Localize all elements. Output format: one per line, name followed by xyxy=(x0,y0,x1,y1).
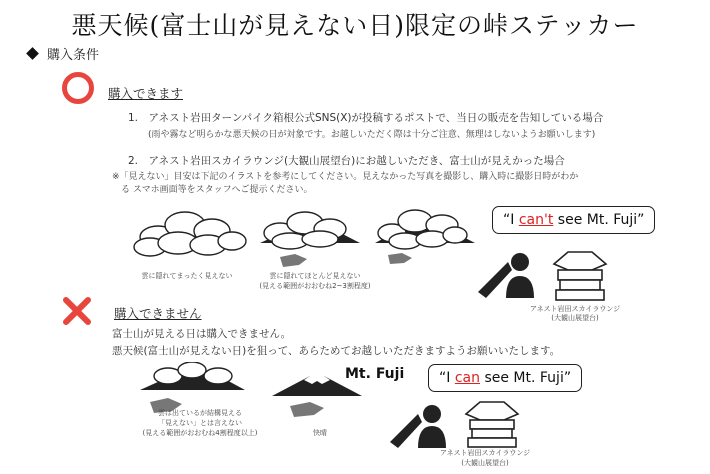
cloud-cover-illustration-1 xyxy=(134,212,246,256)
ng-bubble-text-pre: “I xyxy=(439,370,455,386)
ok-item-1-note: (雨や霧など明らかな悪天候の日が対象です。お越しいただく際は十分ご注意、無理はしないようお願いします) xyxy=(148,130,596,140)
diamond-bullet-icon xyxy=(26,47,39,60)
ok-circle-icon xyxy=(62,72,94,104)
person-icon xyxy=(506,253,534,298)
ng-caption-3: (見える範囲がおおむね4割程度以上) xyxy=(142,429,258,437)
section-heading-label: 購入条件 xyxy=(47,48,100,63)
ng-speech-bubble xyxy=(428,364,582,392)
ok-item-1: 1. アネスト岩田ターンパイク箱根公式SNS(X)が投稿するポストで、当日の販売を告知している場合 xyxy=(128,112,604,124)
ok-speech-bubble xyxy=(492,206,655,234)
ng-bubble-text-post: see Mt. Fuji” xyxy=(480,370,572,386)
ng-line-2: 悪天候(富士山が見えない日)を狙って、あらためてお越しいただきますようお願いいたします。 xyxy=(112,345,561,357)
ng-lounge-caption-1: アネスト岩田スカイラウンジ xyxy=(439,449,531,457)
ok-item-2-note-1: ※「見えない」目安は下記のイラストを参考にしてください。見えなかった写真を撮影し、購入時に撮影日時がわか xyxy=(112,172,579,182)
ng-heading: 購入できません xyxy=(114,306,202,321)
ok-bubble-keyword: can't xyxy=(518,212,554,228)
ng-caption-clear: 快晴 xyxy=(313,429,327,437)
ok-caption-2: 雲に隠れてほとんど見えない xyxy=(269,272,361,280)
ng-viewer-illustration xyxy=(382,392,532,456)
observation-tower-icon xyxy=(554,252,606,300)
ok-lounge-caption-2: (大観山展望台) xyxy=(551,314,599,322)
person-icon xyxy=(418,405,446,448)
mt-fuji-label: Mt. Fuji xyxy=(345,366,405,382)
ok-heading: 購入できます xyxy=(108,86,184,101)
ok-item-2-note-2: る スマホ画面等をスタッフへご提示ください。 xyxy=(112,185,313,195)
ok-bubble-text-pre: “I xyxy=(503,212,519,228)
ok-bubble-text-post: see Mt. Fuji” xyxy=(553,212,645,228)
arrow-icon xyxy=(390,414,422,448)
cloud-cover-illustration-2 xyxy=(260,212,360,267)
ng-caption-1: 雲は出ているが結構見える xyxy=(158,409,242,417)
ng-bubble-keyword: can xyxy=(454,370,480,386)
ok-lounge-caption-1: アネスト岩田スカイラウンジ xyxy=(529,305,621,313)
ok-caption-3: (見える範囲がおおむね2~3割程度) xyxy=(259,282,371,290)
ng-lounge-caption-2: (大観山展望台) xyxy=(461,459,509,467)
section-heading xyxy=(28,44,99,63)
cloud-cover-illustration-3 xyxy=(375,210,475,264)
ok-caption-1: 雲に隠れてまったく見えない xyxy=(141,272,233,280)
observation-tower-icon xyxy=(466,402,518,447)
clear-mt-fuji-illustration xyxy=(272,376,362,417)
ok-item-2: 2. アネスト岩田スカイラウンジ(大観山展望台)にお越しいただき、富士山が見えかった場合 xyxy=(128,155,565,167)
page-title: 悪天候(富士山が見えない日)限定の峠ステッカー xyxy=(71,11,639,40)
ng-cross-icon xyxy=(62,296,92,326)
partly-cloudy-mountain-illustration xyxy=(140,362,245,413)
ng-line-1: 富士山が見える日は購入できません。 xyxy=(112,328,292,340)
ok-viewer-illustration xyxy=(468,240,618,306)
ng-caption-2: 「見えない」とは言えない xyxy=(158,419,242,427)
